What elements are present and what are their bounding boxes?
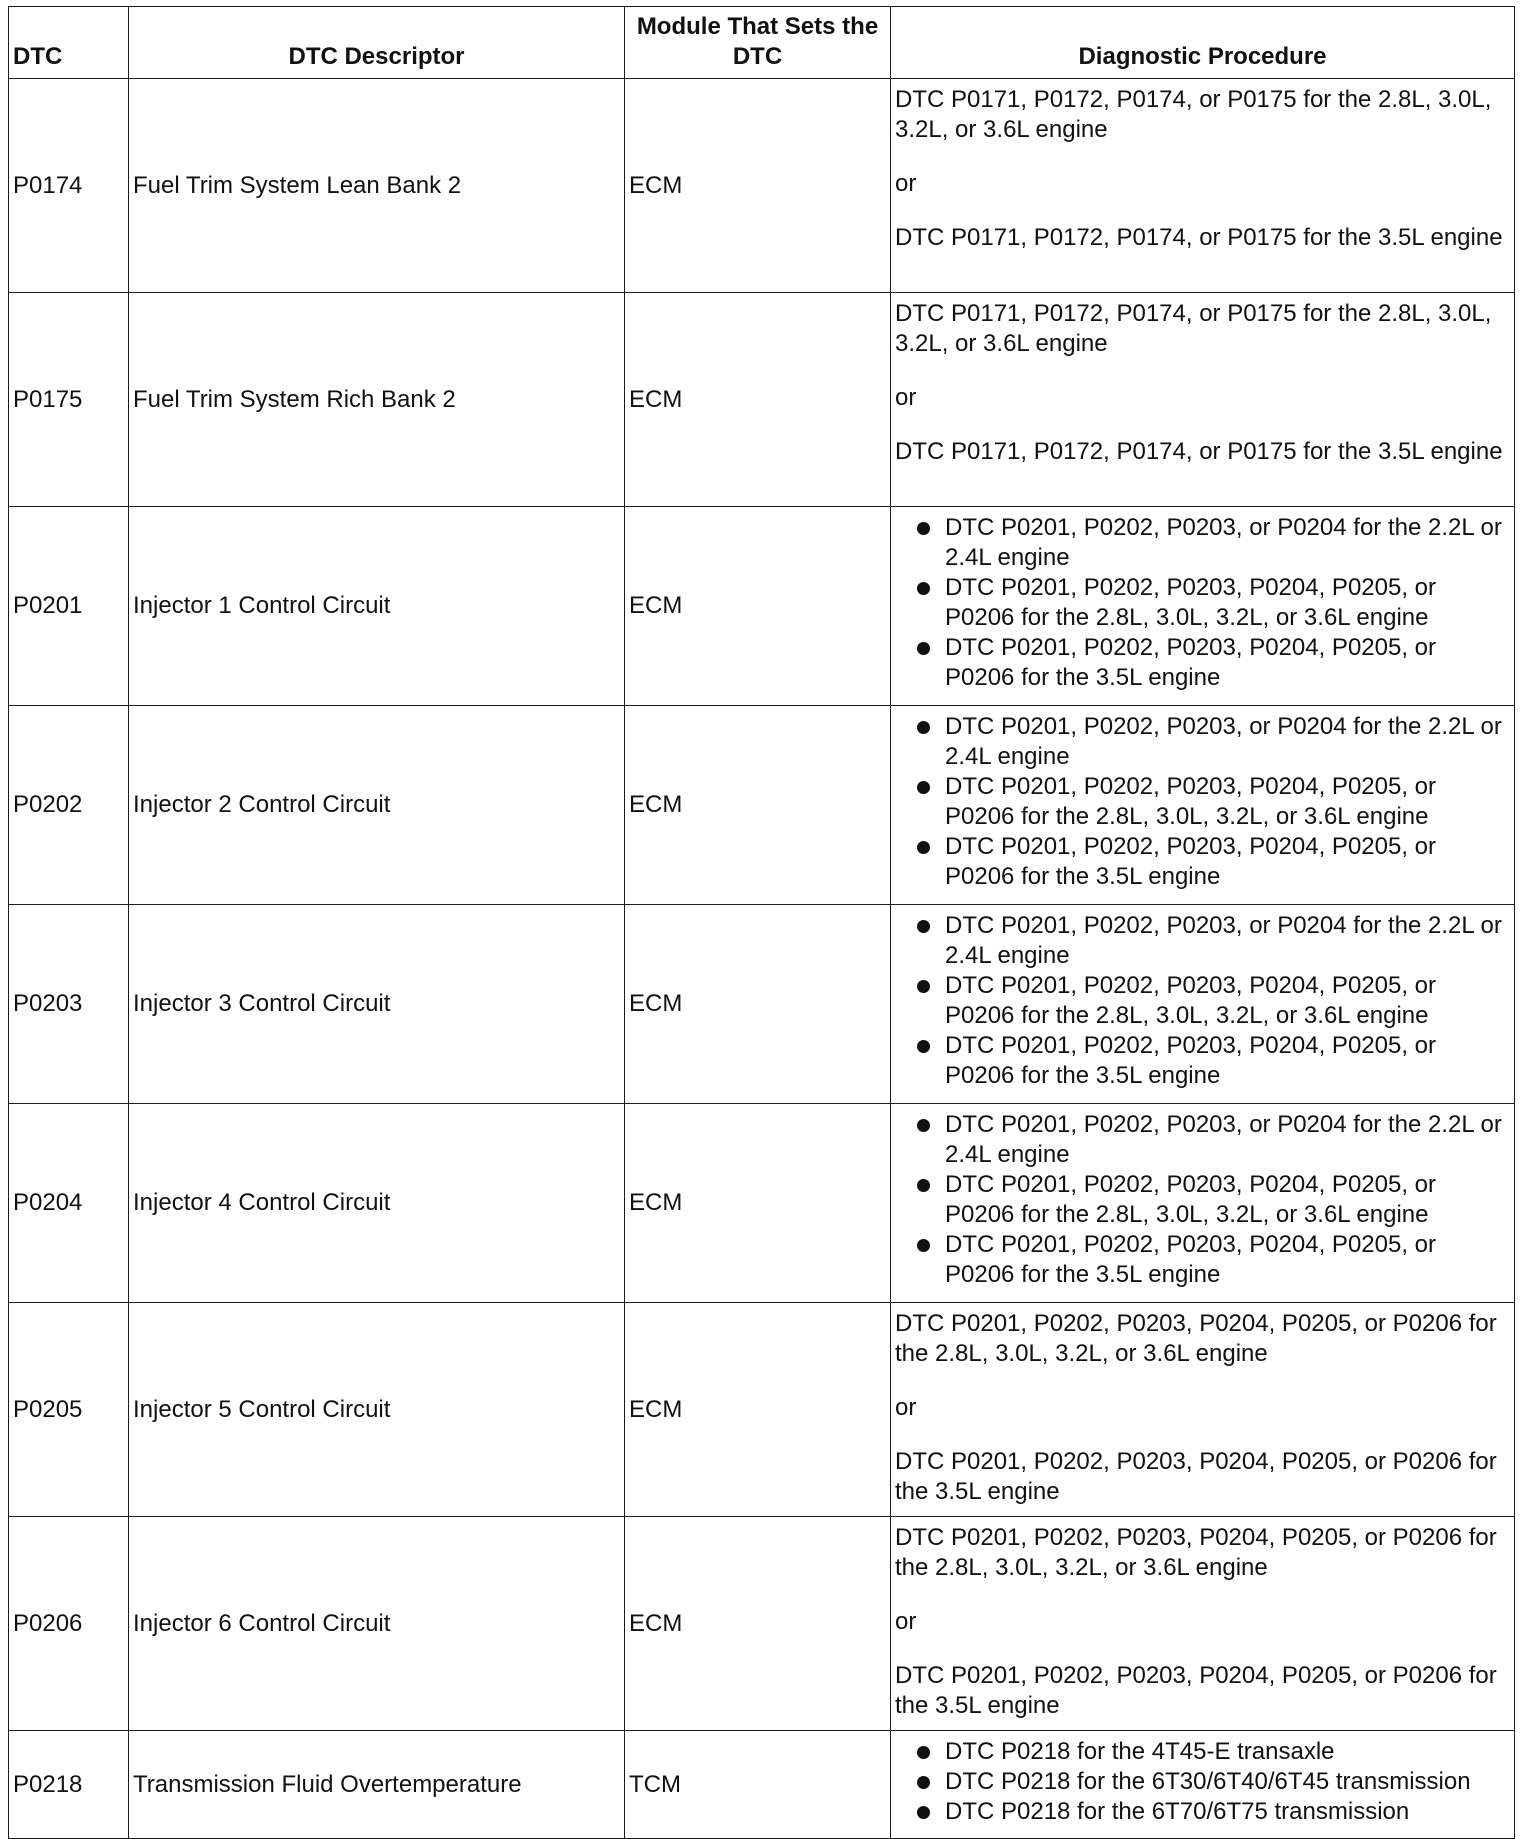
bullet-icon (917, 1179, 930, 1192)
list-item (895, 712, 1510, 772)
header-module: Module That Sets the DTC (625, 7, 891, 79)
module-name: ECM (625, 1104, 891, 1303)
module-name: ECM (625, 706, 891, 905)
procedure-or: or (895, 1608, 917, 1635)
list-item (895, 633, 1510, 693)
table-row (9, 1517, 1515, 1731)
diagnostic-procedure (891, 507, 1515, 706)
procedure-text: DTC P0201, P0202, P0203, P0204, P0205, or P0206 for the 2.8L, 3.0L, 3.2L, or 3.6L engine (945, 773, 1437, 830)
dtc-code: P0204 (9, 1104, 129, 1303)
list-item (895, 1170, 1510, 1230)
table-row (9, 1303, 1515, 1517)
list-item (895, 1110, 1510, 1170)
dtc-descriptor: Injector 6 Control Circuit (129, 1517, 625, 1731)
dtc-descriptor: Injector 4 Control Circuit (129, 1104, 625, 1303)
dtc-code: P0218 (9, 1731, 129, 1839)
table-row (9, 706, 1515, 905)
list-item (895, 1767, 1510, 1797)
bullet-icon (917, 1239, 930, 1252)
diagnostic-procedure (891, 1104, 1515, 1303)
procedure-text: DTC P0201, P0202, P0203, P0204, P0205, or P0206 for the 3.5L engine (945, 1231, 1437, 1288)
procedure-text: DTC P0201, P0202, P0203, P0204, P0205, or P0206 for the 3.5L engine (945, 634, 1437, 691)
procedure-text: DTC P0201, P0202, P0203, P0204, P0205, or P0206 for the 2.8L, 3.0L, 3.2L, or 3.6L engine (945, 574, 1437, 631)
diagnostic-procedure (891, 905, 1515, 1104)
dtc-code: P0205 (9, 1303, 129, 1517)
procedure-or: or (895, 170, 917, 197)
module-name: ECM (625, 1517, 891, 1731)
bullet-icon (917, 582, 930, 595)
module-name: TCM (625, 1731, 891, 1839)
dtc-descriptor: Injector 5 Control Circuit (129, 1303, 625, 1517)
procedure-text: DTC P0171, P0172, P0174, or P0175 for the 2.8L, 3.0L, 3.2L, or 3.6L engine (895, 86, 1492, 143)
table-row (9, 507, 1515, 706)
dtc-descriptor: Injector 2 Control Circuit (129, 706, 625, 905)
module-name: ECM (625, 1303, 891, 1517)
procedure-text: DTC P0171, P0172, P0174, or P0175 for the 3.5L engine (895, 224, 1503, 251)
table-row (9, 905, 1515, 1104)
procedure-text: DTC P0201, P0202, P0203, P0204, P0205, or P0206 for the 3.5L engine (945, 1032, 1437, 1089)
dtc-code: P0201 (9, 507, 129, 706)
procedure-text: DTC P0201, P0202, P0203, P0204, P0205, or P0206 for the 2.8L, 3.0L, 3.2L, or 3.6L engine (895, 1310, 1497, 1367)
table-row (9, 1104, 1515, 1303)
diagnostic-procedure (891, 1517, 1515, 1731)
bullet-icon (917, 522, 930, 535)
module-name: ECM (625, 905, 891, 1104)
table-body (9, 79, 1515, 1839)
procedure-text: DTC P0201, P0202, P0203, P0204, P0205, or P0206 for the 3.5L engine (945, 833, 1437, 890)
diagnostic-procedure (891, 706, 1515, 905)
dtc-descriptor: Fuel Trim System Rich Bank 2 (129, 293, 625, 507)
procedure-list (895, 513, 1510, 693)
procedure-text: DTC P0201, P0202, P0203, P0204, P0205, or P0206 for the 3.5L engine (895, 1662, 1497, 1719)
list-item (895, 1031, 1510, 1091)
procedure-text: DTC P0201, P0202, P0203, or P0204 for the 2.2L or 2.4L engine (945, 912, 1502, 969)
procedure-text: DTC P0201, P0202, P0203, or P0204 for the 2.2L or 2.4L engine (945, 713, 1502, 770)
procedure-text: DTC P0201, P0202, P0203, P0204, P0205, or P0206 for the 2.8L, 3.0L, 3.2L, or 3.6L engine (945, 1171, 1437, 1228)
list-item (895, 911, 1510, 971)
dtc-code: P0174 (9, 79, 129, 293)
dtc-code: P0206 (9, 1517, 129, 1731)
procedure-text: DTC P0201, P0202, P0203, P0204, P0205, or P0206 for the 2.8L, 3.0L, 3.2L, or 3.6L engine (895, 1524, 1497, 1581)
bullet-icon (917, 1119, 930, 1132)
table-row (9, 293, 1515, 507)
table-row (9, 1731, 1515, 1839)
dtc-code: P0175 (9, 293, 129, 507)
header-procedure: Diagnostic Procedure (891, 7, 1515, 79)
module-name: ECM (625, 79, 891, 293)
procedure-text: DTC P0201, P0202, P0203, P0204, P0205, or P0206 for the 3.5L engine (895, 1448, 1497, 1505)
procedure-text: DTC P0171, P0172, P0174, or P0175 for the 3.5L engine (895, 438, 1503, 465)
dtc-descriptor: Fuel Trim System Lean Bank 2 (129, 79, 625, 293)
list-item (895, 573, 1510, 633)
dtc-table (8, 6, 1515, 1839)
bullet-icon (917, 980, 930, 993)
diagnostic-procedure (891, 293, 1515, 507)
bullet-icon (917, 920, 930, 933)
header-row (9, 7, 1515, 79)
list-item (895, 1737, 1510, 1767)
list-item (895, 971, 1510, 1031)
procedure-list (895, 1737, 1510, 1827)
procedure-or: or (895, 1394, 917, 1421)
dtc-descriptor: Injector 1 Control Circuit (129, 507, 625, 706)
diagnostic-procedure (891, 1731, 1515, 1839)
table-row (9, 79, 1515, 293)
diagnostic-procedure (891, 1303, 1515, 1517)
procedure-list (895, 1110, 1510, 1290)
procedure-text: DTC P0218 for the 6T70/6T75 transmission (945, 1798, 1410, 1825)
module-name: ECM (625, 507, 891, 706)
list-item (895, 1797, 1510, 1827)
module-name: ECM (625, 293, 891, 507)
procedure-or: or (895, 384, 917, 411)
bullet-icon (917, 1746, 930, 1759)
bullet-icon (917, 1806, 930, 1819)
procedure-text: DTC P0201, P0202, P0203, or P0204 for the 2.2L or 2.4L engine (945, 514, 1502, 571)
list-item (895, 832, 1510, 892)
dtc-descriptor: Injector 3 Control Circuit (129, 905, 625, 1104)
bullet-icon (917, 841, 930, 854)
dtc-code: P0202 (9, 706, 129, 905)
procedure-text: DTC P0201, P0202, P0203, or P0204 for the 2.2L or 2.4L engine (945, 1111, 1502, 1168)
list-item (895, 1230, 1510, 1290)
header-dtc: DTC (9, 7, 129, 79)
list-item (895, 513, 1510, 573)
procedure-list (895, 911, 1510, 1091)
procedure-text: DTC P0201, P0202, P0203, P0204, P0205, or P0206 for the 2.8L, 3.0L, 3.2L, or 3.6L engine (945, 972, 1437, 1029)
list-item (895, 772, 1510, 832)
bullet-icon (917, 1040, 930, 1053)
bullet-icon (917, 642, 930, 655)
diagnostic-procedure (891, 79, 1515, 293)
dtc-code: P0203 (9, 905, 129, 1104)
bullet-icon (917, 1776, 930, 1789)
bullet-icon (917, 721, 930, 734)
procedure-list (895, 712, 1510, 892)
bullet-icon (917, 781, 930, 794)
dtc-descriptor: Transmission Fluid Overtemperature (129, 1731, 625, 1839)
procedure-text: DTC P0218 for the 4T45-E transaxle (945, 1738, 1335, 1765)
procedure-text: DTC P0218 for the 6T30/6T40/6T45 transmission (945, 1768, 1471, 1795)
procedure-text: DTC P0171, P0172, P0174, or P0175 for the 2.8L, 3.0L, 3.2L, or 3.6L engine (895, 300, 1492, 357)
header-descriptor: DTC Descriptor (129, 7, 625, 79)
